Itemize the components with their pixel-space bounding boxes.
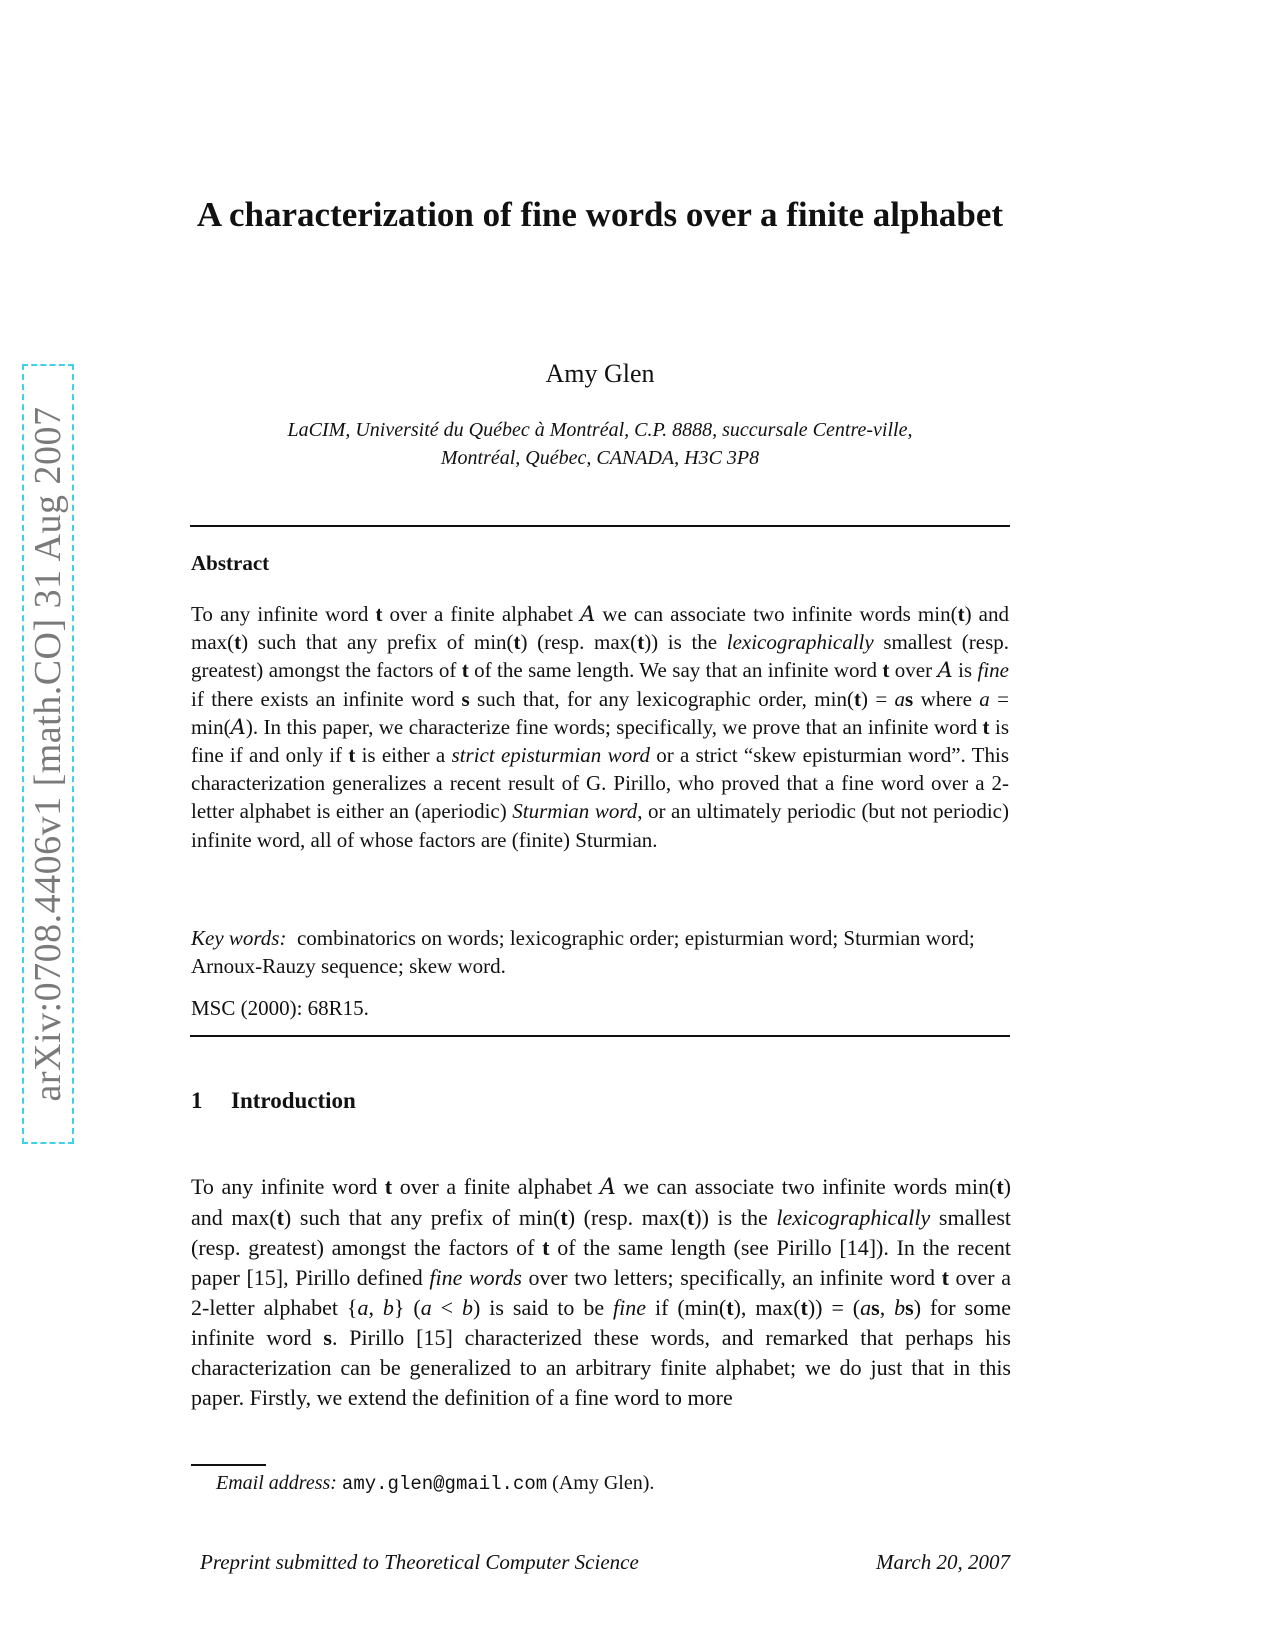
preprint-notice: Preprint submitted to Theoretical Computer Science	[200, 1550, 639, 1574]
keywords-label: Key words:	[191, 926, 287, 950]
abstract-body: To any infinite word t over a finite alphabet A we can associate two infinite words min(t) and max(t) such that any prefix of min(t) (resp. max(t)) is the lexicographically smallest (resp. greatest) amongst the factors of t of the same length. We say that an infinite word t over A is fine if there exists an infinite word s such that, for any lexicographic order, min(t) = as where a = min(A). In this paper, we characterize fine words; specifically, we prove that an infinite word t is fine if and only if t is either a strict episturmian word or a strict “skew episturmian word”. This characterization generalizes a recent result of G. Pirillo, who proved that a fine word over a 2-letter alphabet is either an (aperiodic) Sturmian word, or an ultimately periodic (but not periodic) infinite word, all of whose factors are (finite) Sturmian.	[191, 602, 1010, 852]
author-email: amy.glen@gmail.com	[341, 1473, 548, 1495]
author-name: Amy Glen	[545, 359, 655, 388]
msc-classification: MSC (2000): 68R15.	[191, 996, 369, 1020]
arxiv-stamp: arXiv:0708.4406v1 [math.CO] 31 Aug 2007	[27, 406, 69, 1102]
keywords	[191, 924, 1009, 980]
section-title: Introduction	[231, 1088, 356, 1113]
affiliation	[160, 416, 1040, 472]
affiliation-line-1: LaCIM, Université du Québec à Montréal, C.P. 8888, succursale Centre-ville,	[287, 419, 913, 441]
paper-title: A characterization of fine words over a finite alphabet	[196, 195, 1004, 234]
keywords-text: combinatorics on words; lexicographic order; episturmian word; Sturmian word; Arnoux-Rauzy sequence; skew word.	[191, 926, 975, 979]
footnote-label: Email address:	[216, 1472, 337, 1494]
preprint-date: March 20, 2007	[876, 1550, 1010, 1574]
introduction-paragraph: To any infinite word t over a finite alphabet A we can associate two infinite words min(t) and max(t) such that any prefix of min(t) (resp. max(t)) is the lexicographically smallest (resp. greatest) amongst the factors of t of the same length (see Pirillo [14]). In the recent paper [15], Pirillo defined fine words over two letters; specifically, an infinite word t over a 2-letter alphabet {a, b} (a < b) is said to be fine if (min(t), max(t)) = (as, bs) for some infinite word s. Pirillo [15] characterized these words, and remarked that perhaps his characterization can be generalized to an arbitrary finite alphabet; we do just that in this paper. Firstly, we extend the definition of a fine word to more	[191, 1174, 1012, 1410]
footnote-name: (Amy Glen).	[547, 1472, 655, 1494]
abstract-heading: Abstract	[191, 551, 270, 575]
section-heading	[191, 1088, 356, 1114]
footnote-rule	[191, 1464, 266, 1466]
footnote	[216, 1472, 654, 1495]
section-number: 1	[191, 1088, 203, 1113]
affiliation-line-2: Montréal, Québec, CANADA, H3C 3P8	[440, 447, 760, 469]
abstract-bottom-rule	[190, 1035, 1010, 1037]
abstract-top-rule	[190, 525, 1010, 527]
